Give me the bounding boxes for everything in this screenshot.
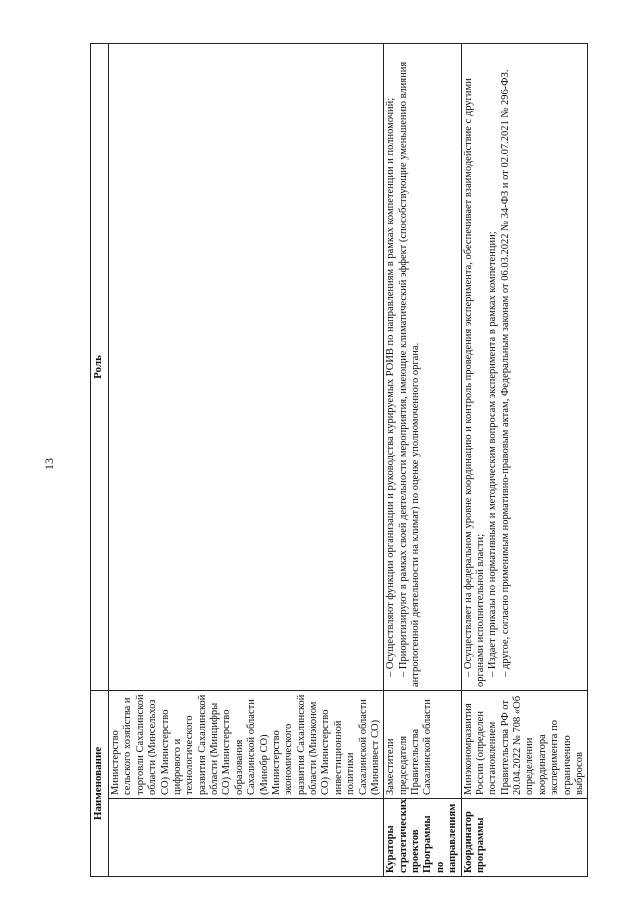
role-item: – Приоритизируют в рамках своей деятельности мероприятия, имеющие климатический эффект (способствующие уменьшению влияния антропогенной деятельности на климат) по оценке уполномоченного органа. (397, 61, 421, 687)
table-row (384, 44, 461, 877)
table-row (109, 44, 384, 877)
table-row (461, 44, 588, 877)
row-role (109, 44, 384, 691)
role-item: – другое, согласно применимым нормативно-правовым актам, Федеральным законам от 06.03.2022 № 34-ФЗ и от 02.07.2021 № 296-ФЗ. (499, 69, 511, 677)
row-role (461, 44, 588, 691)
roles-table (90, 43, 588, 877)
role-item: – Издает приказы по нормативным и методическим вопросам эксперимента в рамках компетенции; (487, 231, 499, 677)
role-item: – Осуществляют функции организации и руководства курируемых РОИВ по направлениям в рамках компетенции и полномочий; (385, 97, 397, 677)
row-name: Заместители председателя Правительства Сахалинской области (384, 691, 461, 799)
row-label: Кураторы стратегических проектов Программы по направлениям (384, 799, 461, 877)
table-header-row (91, 44, 109, 877)
row-name: Минэкономразвития России (определен постановлением Правительства РФ от 20.04.2022 № 708 «Об определении координатора эксперимента по ограничению выбросов (461, 691, 588, 799)
row-role (384, 44, 461, 691)
row-name: Министерство сельского хозяйства и торговли Сахалинской области (Минсельхоз СО) Министерство цифрового и технологического развития Сахалинской области (Минцифры СО) Министерство образования Сахалинской области (Минобр СО) Министерство экономического развития Сахалинской области (Минэконом СО) Министерство инвестиционной политики Сахалинской области (Мининвест СО) (109, 691, 384, 799)
header-name: Наименование (91, 691, 109, 877)
row-label: Координатор программы (461, 799, 588, 877)
role-item: – Осуществляет на федеральном уровне координацию и контроль проведения эксперимента, обеспечивает взаимодействие с другими органами исполнительной власти; (462, 78, 486, 687)
header-role: Роль (91, 44, 109, 691)
page-number: 13 (42, 458, 56, 470)
row-label (109, 799, 384, 877)
rotated-table-wrapper (90, 43, 585, 877)
